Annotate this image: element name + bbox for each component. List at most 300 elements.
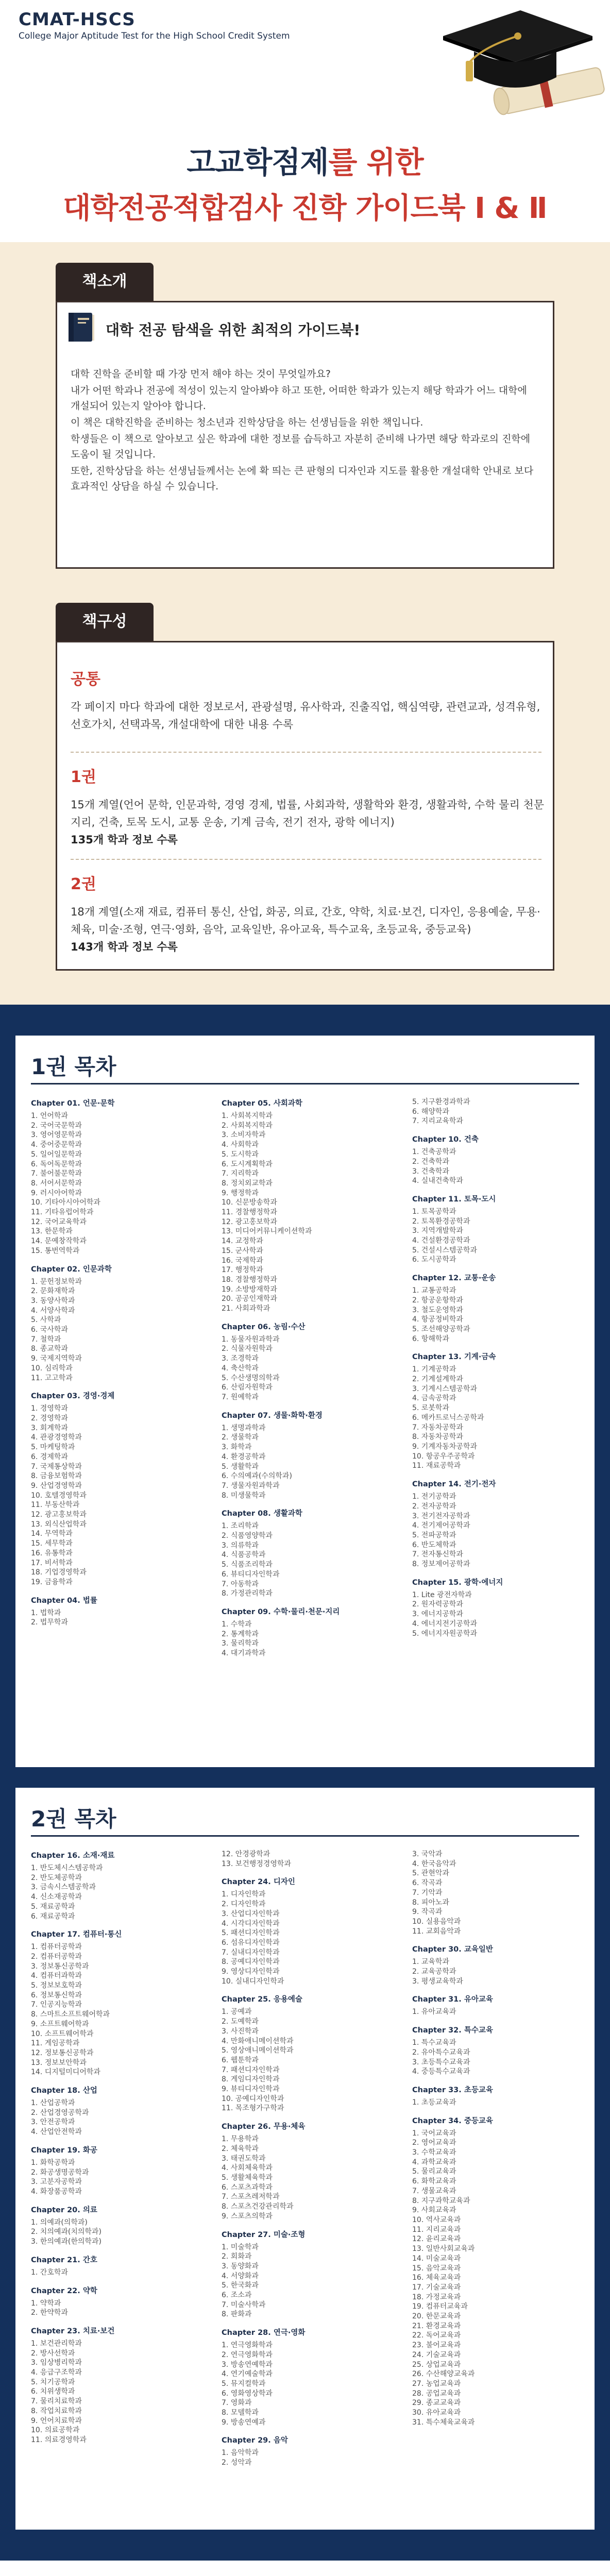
toc-item: 3. 한의예과(한의학과) <box>31 2238 101 2246</box>
toc-item: 30. 유아교육과 <box>412 2409 461 2417</box>
toc-item: 8. 피아노과 <box>412 1898 449 1907</box>
toc-item: 4. 서양화과 <box>222 2272 259 2280</box>
intro-paragraph: 학생들은 이 책으로 알아보고 싶은 학과에 대한 정보를 습득하고 자분히 준비해 나가면 해당 학과로의 진학에 도움이 될 것입니다. <box>71 433 531 460</box>
toc-item: 3. 방송연예학과 <box>222 2360 273 2369</box>
toc-item: 13. 한문학과 <box>31 1227 73 1236</box>
volume1-section <box>71 764 545 849</box>
intro-paragraph: 또한, 진학상담을 하는 선생님들께서는 논에 확 띄는 큰 판형의 디자인과 지도를 활용한 개설대학 안내로 보다 효과적인 상담을 하실 수 있습니다. <box>71 465 534 492</box>
toc-chapter-heading: Chapter 01. 언문·문학 <box>31 1099 115 1108</box>
toc-item: 1. 건축공학과 <box>412 1148 456 1157</box>
toc-item: 17. 기술교육과 <box>412 2283 461 2292</box>
toc-item: 3. 에너지공학과 <box>412 1610 463 1619</box>
toc-item: 3. 수학교육과 <box>412 2148 456 2157</box>
toc-item: 7. 원예학과 <box>222 1393 259 1401</box>
toc-item: 6. 치위생학과 <box>31 2387 75 2396</box>
toc-item: 2. 식품영양학과 <box>222 1532 273 1540</box>
volume2-body <box>71 903 545 956</box>
toc-item: 4. 서양사학과 <box>31 1306 75 1315</box>
toc-item: 7. 국제통상학과 <box>31 1462 82 1471</box>
toc-item: 10. 실용음악과 <box>412 1917 461 1926</box>
toc-item: 3. 소비자학과 <box>222 1131 266 1140</box>
toc-item: 5. 마케팅학과 <box>31 1443 75 1452</box>
toc-item: 3. 화학과 <box>222 1443 252 1452</box>
toc-item: 4. 실내건축학과 <box>412 1177 463 1185</box>
toc-item: 5. 한국화과 <box>222 2281 259 2290</box>
toc-item: 8. 스포츠건강관리학과 <box>222 2202 294 2211</box>
toc-item: 10. 역사교육과 <box>412 2215 461 2224</box>
toc-item: 10. 항공우주공학과 <box>412 1452 475 1461</box>
toc-item: 2. 문화재학과 <box>31 1287 75 1296</box>
toc-item: 5. 도시학과 <box>222 1150 259 1159</box>
toc-chapter-heading: Chapter 12. 교통·운송 <box>412 1274 496 1283</box>
toc-item: 2. 전자공학과 <box>412 1502 456 1511</box>
common-body: 각 페이지 마다 학과에 대한 정보로서, 관광설명, 유사학과, 진출직업, 핵심역량, 관련교과, 성격유형, 선호가치, 선택과목, 개설대학에 대한 내용 수록 <box>71 701 540 731</box>
toc-item: 5. 사학과 <box>31 1316 61 1325</box>
toc2-title: 2권 목차 <box>31 1806 116 1832</box>
toc-item: 2. 체육학과 <box>222 2144 259 2153</box>
toc-item: 3. 평생교육학과 <box>412 1977 463 1986</box>
toc-item: 9. 뷰티디자인학과 <box>222 2085 280 2094</box>
toc-item: 1. 화학공학과 <box>31 2158 75 2167</box>
toc-item: 9. 사회교육과 <box>412 2206 456 2215</box>
toc-item: 11. 지리교육과 <box>412 2225 461 2234</box>
toc-item: 6. 섬유디자인학과 <box>222 1938 280 1947</box>
toc-item: 11. 교회음악과 <box>412 1927 461 1936</box>
toc-item: 3. 사진학과 <box>222 2027 259 2036</box>
toc-item: 2. 한약학과 <box>31 2309 68 2317</box>
intro-section <box>0 242 610 1005</box>
toc-item: 6. 화학교육과 <box>412 2177 456 2186</box>
toc-item: 6. 뷰티디자인학과 <box>222 1570 280 1579</box>
toc-item: 1. 약학과 <box>31 2299 61 2308</box>
toc-item: 6. 작곡과 <box>412 1879 443 1888</box>
toc-chapter-heading: Chapter 07. 생물·화학·환경 <box>222 1411 323 1420</box>
toc-item: 10. 실내디자인학과 <box>222 1977 284 1986</box>
toc-item: 15. 통번역학과 <box>31 1246 80 1255</box>
toc-item: 4. 사회체육학과 <box>222 2164 273 2173</box>
toc-item: 3. 조경학과 <box>222 1354 259 1363</box>
brand-subtitle: College Major Aptitude Test for the High School Credit System <box>19 31 290 41</box>
toc-item: 19. 금융학과 <box>31 1578 73 1586</box>
volume1-series: 15개 계열(언어 문학, 인문과학, 경영 경제, 법률, 사회과학, 생활학와 환경, 생활과학, 수학 물리 천문 지리, 건축, 토목 도시, 교통 운송, 기계 금속, 전기 전자, 광학 에너지) <box>71 799 544 828</box>
toc-item: 2. 통계학과 <box>222 1630 259 1638</box>
toc-item: 1. 연극영화학과 <box>222 2341 273 2350</box>
header <box>0 0 610 242</box>
toc-item: 21. 사회과학과 <box>222 1304 270 1313</box>
toc-chapter-heading: Chapter 25. 응용예술 <box>222 1995 302 2004</box>
toc-item: 4. 관광경영학과 <box>31 1433 82 1442</box>
toc-item: 10. 호텔경영학과 <box>31 1491 87 1500</box>
toc-item: 1. 기계공학과 <box>412 1365 456 1374</box>
toc-chapter-heading: Chapter 11. 토목·도시 <box>412 1195 496 1204</box>
toc-item: 8. 서어서문학과 <box>31 1179 82 1188</box>
toc-item: 19. 소방방재학과 <box>222 1285 277 1294</box>
toc-item: 7. 불어불문학과 <box>31 1170 82 1178</box>
toc-item: 9. 영상디자인학과 <box>222 1968 280 1976</box>
toc-item: 23. 불어교육과 <box>412 2341 461 2350</box>
toc-item: 12. 윤리교육과 <box>412 2235 461 2244</box>
toc-item: 1. 의예과(의학과) <box>31 2218 88 2227</box>
toc-item: 8. 종교학과 <box>31 1345 68 1353</box>
toc-item: 14. 교정학과 <box>222 1237 263 1246</box>
toc-item: 4. 응급구조학과 <box>31 2368 82 2377</box>
toc1-title: 1권 목차 <box>31 1054 116 1079</box>
toc-item: 1. 법학과 <box>31 1608 61 1617</box>
toc-item: 6. 도시계획학과 <box>222 1160 273 1168</box>
toc-item: 3. 안전공학과 <box>31 2118 75 2127</box>
toc-item: 3. 의류학과 <box>222 1541 259 1550</box>
toc-item: 4. 금속공학과 <box>412 1394 456 1403</box>
toc-item: 5. 생활체육학과 <box>222 2173 273 2182</box>
toc-item: 3. 금속시스템공학과 <box>31 1883 96 1892</box>
toc-chapter-heading: Chapter 28. 연극·영화 <box>222 2329 306 2337</box>
toc-item: 5. 뮤지컬학과 <box>222 2379 266 2388</box>
toc-chapter-heading: Chapter 23. 치료·보건 <box>31 2327 115 2335</box>
toc-item: 1. 문헌정보학과 <box>31 1277 82 1286</box>
toc-item: 7. 기악과 <box>412 1888 443 1897</box>
book-intro-text <box>71 366 539 495</box>
toc-item: 4. 건설환경공학과 <box>412 1236 470 1245</box>
toc-item: 13. 일반사회교육과 <box>412 2245 475 2253</box>
sub-title: 대학전공적합검사 진학 가이드북 Ⅰ & Ⅱ <box>63 192 547 225</box>
toc-item: 7. 실내디자인학과 <box>222 1948 280 1957</box>
title-block <box>0 138 610 227</box>
toc-item: 8. 가정관리학과 <box>222 1589 273 1598</box>
toc-chapter-heading: Chapter 20. 의료 <box>31 2206 97 2214</box>
toc-item: 9. 스포츠의학과 <box>222 2212 273 2221</box>
toc-item: 1. 국어교육과 <box>412 2129 456 2138</box>
toc-item: 2. 컴퓨터공학과 <box>31 1952 82 1961</box>
toc-item: 14. 미술교육과 <box>412 2254 461 2263</box>
toc-item: 2. 기계설계학과 <box>412 1375 463 1384</box>
toc-item: 11. 기타유럽어학과 <box>31 1208 94 1217</box>
toc-item: 6. 수의예과(수의학과) <box>222 1472 292 1481</box>
toc-item: 2. 항공운항학과 <box>412 1296 463 1304</box>
toc-item: 17. 행정학과 <box>222 1266 263 1275</box>
graduation-cap-icon <box>422 0 610 134</box>
toc-item: 2. 반도체공학과 <box>31 1873 82 1882</box>
toc-chapter-heading: Chapter 27. 미술·조형 <box>222 2230 306 2239</box>
title-dark: 고교학점제 <box>187 145 329 180</box>
toc-item: 2. 국어국문학과 <box>31 1121 82 1130</box>
volume1-body <box>71 796 545 849</box>
toc-chapter-heading: Chapter 09. 수학·물리·천문·지리 <box>222 1607 340 1616</box>
toc-item: 8. 정보제어공학과 <box>412 1560 470 1569</box>
toc-item: 4. 과학교육과 <box>412 2158 456 2166</box>
tab-book-intro: 책소개 <box>56 263 154 301</box>
volume2-title: 2권 <box>71 875 96 893</box>
toc-item: 2. 방사선학과 <box>31 2349 75 2358</box>
volume2-section <box>71 871 545 956</box>
toc-item: 12. 정보통신공학과 <box>31 2048 94 2057</box>
toc-item: 5. 식품조리학과 <box>222 1561 273 1569</box>
toc-item: 2. 치의예과(치의학과) <box>31 2228 101 2236</box>
brand-name: CMAT-HSCS <box>19 9 135 30</box>
toc-item: 4. 중어중문학과 <box>31 1141 82 1149</box>
title-connector: 를 위한 <box>328 145 423 180</box>
toc-item: 4. 축산학과 <box>222 1364 259 1372</box>
toc-item: 11. 의료경영학과 <box>31 2435 87 2444</box>
toc-item: 1. 수학과 <box>222 1620 252 1629</box>
toc-item: 4. 식품공학과 <box>222 1551 266 1560</box>
toc-item: 1. 조리학과 <box>222 1522 259 1531</box>
toc-item: 6. 국사학과 <box>31 1326 68 1334</box>
toc-item: 10. 의료공학과 <box>31 2426 80 2435</box>
toc2-panel <box>15 1788 595 2530</box>
toc-item: 8. 게임디자인학과 <box>222 2075 280 2084</box>
toc-section <box>0 1005 610 2561</box>
toc1-title-bar <box>31 1083 579 1084</box>
toc-item: 5. 관현악과 <box>412 1869 449 1878</box>
toc-chapter-heading: Chapter 16. 소재·재료 <box>31 1852 115 1860</box>
toc-item: 16. 유통학과 <box>31 1549 73 1557</box>
toc-item: 6. 메카트로닉스공학과 <box>412 1413 484 1422</box>
book-intro-headline: 대학 전공 탐색을 위한 최적의 가이드북! <box>106 321 361 338</box>
toc-item: 26. 수산해양교육과 <box>412 2370 475 2379</box>
toc-item: 3. 동양사학과 <box>31 1296 75 1305</box>
volume1-title: 1권 <box>71 768 96 786</box>
toc-item: 8. 판화과 <box>222 2310 252 2319</box>
toc-chapter-heading: Chapter 10. 건축 <box>412 1136 479 1144</box>
toc-item: 18. 가정교육과 <box>412 2293 461 2301</box>
toc-item: 1. 무용학과 <box>222 2135 259 2144</box>
toc-item: 2. 법무학과 <box>31 1618 68 1627</box>
toc1-panel <box>15 1036 595 1767</box>
toc-item: 4. 연기예술학과 <box>222 2370 273 2379</box>
toc-item: 9. 러시아어학과 <box>31 1189 82 1197</box>
toc-item: 8. 미생물학과 <box>222 1491 266 1500</box>
toc-item: 9. 소프트웨어학과 <box>31 2020 89 2028</box>
toc-item: 8. 자동차공학과 <box>412 1433 463 1442</box>
toc-item: 2. 토목환경공학과 <box>412 1217 470 1226</box>
intro-paragraph: 대학 진학을 준비할 때 가장 먼저 해야 하는 것이 무엇일까요? <box>71 368 331 380</box>
toc-item: 6. 조소과 <box>222 2291 252 2300</box>
toc-chapter-heading: Chapter 06. 농림·수산 <box>222 1323 306 1331</box>
toc-item: 2. 사회복지학과 <box>222 1121 273 1130</box>
toc-item: 7. 전자통신학과 <box>412 1550 463 1559</box>
main-title <box>0 138 610 181</box>
toc-item: 8. 작업치료학과 <box>31 2406 82 2415</box>
toc-item: 2. 식물자원학과 <box>222 1345 273 1353</box>
toc-item: 6. 도시공학과 <box>412 1256 456 1264</box>
toc-item: 8. 스마트소프트웨어학과 <box>31 2010 110 2019</box>
toc-item: 15. 세무학과 <box>31 1539 73 1548</box>
toc-item: 5. 물리교육과 <box>412 2167 456 2176</box>
toc-item: 11. 목조형가구학과 <box>222 2104 284 2113</box>
toc-item: 3. 회계학과 <box>31 1423 68 1432</box>
book-icon <box>66 311 96 344</box>
toc-item: 6. 웹툰학과 <box>222 2056 259 2064</box>
toc-item: 3. 철도운영학과 <box>412 1306 463 1314</box>
toc-item: 17. 비서학과 <box>31 1558 73 1567</box>
toc-item: 11. 게임공학과 <box>31 2039 80 2048</box>
toc-item: 14. 문예창작학과 <box>31 1237 87 1246</box>
toc2-column <box>412 1850 587 2427</box>
toc-item: 7. 철학과 <box>31 1335 61 1344</box>
preview-section <box>0 2561 610 2576</box>
toc-chapter-heading: Chapter 13. 기계·금속 <box>412 1353 496 1362</box>
toc-item: 8. 지구과학교육과 <box>412 2196 470 2205</box>
volume1-count: 135개 학과 정보 수록 <box>71 834 178 846</box>
toc-item: 5. 지구환경과학과 <box>412 1098 470 1106</box>
toc-chapter-heading: Chapter 03. 경영·경제 <box>31 1392 115 1401</box>
toc-item: 4. 에너지전기공학과 <box>412 1619 477 1628</box>
toc-item: 2. 교육공학과 <box>412 1968 456 1976</box>
toc-chapter-heading: Chapter 30. 교육일반 <box>412 1945 493 1954</box>
toc2-column <box>31 1850 206 2445</box>
toc-item: 9. 산업경영학과 <box>31 1481 82 1490</box>
divider <box>71 752 541 753</box>
toc-item: 2. 원자력공학과 <box>412 1600 463 1609</box>
toc-item: 13. 미디어커뮤니케이션학과 <box>222 1227 312 1236</box>
toc-item: 3. 동양화과 <box>222 2262 259 2270</box>
toc-item: 1. 생명과학과 <box>222 1423 266 1432</box>
toc-item: 13. 외식산업학과 <box>31 1520 87 1529</box>
toc-item: 1. 컴퓨터공학과 <box>31 1943 82 1952</box>
toc-item: 2. 회화과 <box>222 2252 252 2261</box>
toc-item: 1. 반도체시스템공학과 <box>31 1864 103 1872</box>
toc-item: 21. 환경교육과 <box>412 2321 461 2330</box>
toc-item: 1. 음악학과 <box>222 2449 259 2458</box>
toc-item: 19. 컴퓨터교육과 <box>412 2302 468 2311</box>
toc-item: 5. 건설시스템공학과 <box>412 1246 477 1255</box>
toc-item: 11. 부동산학과 <box>31 1501 80 1510</box>
toc-chapter-heading: Chapter 24. 디자인 <box>222 1878 295 1887</box>
toc-item: 13. 정보보안학과 <box>31 2058 87 2067</box>
toc-item: 3. 영어영문학과 <box>31 1131 82 1140</box>
toc-item: 7. 패션디자인학과 <box>222 2065 280 2074</box>
toc-item: 1. 교통공학과 <box>412 1286 456 1295</box>
toc-item: 5. 패션디자인학과 <box>222 1929 280 1938</box>
toc-item: 3. 산업디자인학과 <box>222 1909 280 1918</box>
toc-item: 3. 전기전자공학과 <box>412 1512 470 1520</box>
toc-chapter-heading: Chapter 26. 무용·체육 <box>222 2123 306 2131</box>
toc-item: 31. 특수체육교육과 <box>412 2418 475 2427</box>
toc-item: 9. 방송연예과 <box>222 2418 266 2427</box>
toc-chapter-heading: Chapter 21. 간호 <box>31 2256 97 2264</box>
toc-item: 1. 미술학과 <box>222 2243 259 2251</box>
common-title: 공통 <box>71 670 100 688</box>
toc-chapter-heading: Chapter 19. 화공 <box>31 2146 97 2155</box>
toc-item: 6. 재료공학과 <box>31 1912 75 1921</box>
toc-item: 7. 영화과 <box>222 2399 252 2408</box>
toc-item: 5. 로봇학과 <box>412 1404 449 1413</box>
toc-item: 3. 기계시스템공학과 <box>412 1384 477 1393</box>
toc-item: 25. 상업교육과 <box>412 2360 461 2369</box>
toc-item: 1. 공예과 <box>222 2008 252 2016</box>
toc-item: 9. 기계자동차공학과 <box>412 1442 477 1451</box>
toc-item: 6. 해양학과 <box>412 1107 449 1116</box>
toc-item: 7. 아동학과 <box>222 1580 259 1588</box>
toc-item: 8. 공예디자인학과 <box>222 1958 280 1967</box>
toc-item: 7. 지리교육학과 <box>412 1117 463 1126</box>
toc-item: 18. 기업경영학과 <box>31 1568 87 1577</box>
toc-item: 13. 보건행정경영학과 <box>222 1859 291 1868</box>
toc-item: 4. 항공정비학과 <box>412 1315 463 1324</box>
toc-item: 10. 기타아시아어학과 <box>31 1198 100 1207</box>
toc-item: 4. 중등특수교육과 <box>412 2067 470 2076</box>
toc-item: 7. 생물교육과 <box>412 2187 456 2195</box>
toc2-column <box>222 1850 397 2468</box>
toc1-column <box>31 1097 206 1628</box>
toc-item: 4. 컴퓨터과학과 <box>31 1972 82 1980</box>
volume2-series: 18개 계열(소재 재료, 컴퓨터 통신, 산업, 화공, 의료, 간호, 약학, 치료·보건, 디자인, 응용예술, 무용·체육, 미술·조형, 연극·영화, 음악, 교육일반, 유아교육, 특수교육, 초등교육, 중등교육) <box>71 906 540 936</box>
volume2-count: 143개 학과 정보 수록 <box>71 941 178 953</box>
toc-item: 22. 독어교육과 <box>412 2331 461 2340</box>
toc-chapter-heading: Chapter 34. 중등교육 <box>412 2116 493 2125</box>
toc-item: 5. 에너지자원공학과 <box>412 1629 477 1638</box>
toc-item: 1. 산업공학과 <box>31 2099 75 2108</box>
toc-item: 6. 정보통신학과 <box>31 1991 82 1999</box>
toc-item: 1. 간호학과 <box>31 2268 68 2277</box>
toc-item: 3. 건축학과 <box>412 1167 449 1176</box>
toc-item: 5. 일어일문학과 <box>31 1150 82 1159</box>
toc-item: 4. 시각디자인학과 <box>222 1919 280 1928</box>
toc-item: 3. 임상병리학과 <box>31 2359 82 2367</box>
toc-item: 1. Lite 광전자학과 <box>412 1590 472 1599</box>
toc-item: 3. 고분자공학과 <box>31 2178 82 2187</box>
toc-item: 1. 동물자원과학과 <box>222 1335 280 1344</box>
toc-item: 2. 산업경영공학과 <box>31 2108 89 2117</box>
intro-paragraph: 내가 어떤 학과나 전공에 적성이 있는지 알아봐야 하고 또한, 어떠한 학과가 있는지 해당 학과가 어느 대학에 개설되어 있는지 알아야 합니다. <box>71 385 527 412</box>
toc-chapter-heading: Chapter 31. 유아교육 <box>412 1995 493 2004</box>
toc-item: 2. 경영학과 <box>31 1414 68 1422</box>
toc-item: 2. 도예학과 <box>222 2018 259 2026</box>
toc-item: 1. 초등교육과 <box>412 2098 456 2107</box>
toc-item: 1. 유아교육과 <box>412 2008 456 2016</box>
toc-item: 3. 국악과 <box>412 1850 443 1858</box>
toc-item: 2. 성악과 <box>222 2459 252 2467</box>
toc-item: 5. 수산생명의학과 <box>222 1374 280 1382</box>
toc1-column <box>412 1097 587 1638</box>
toc-chapter-heading: Chapter 05. 사회과학 <box>222 1099 302 1108</box>
tab-book-composition: 책구성 <box>56 603 154 641</box>
toc-item: 2. 생물학과 <box>222 1433 259 1442</box>
toc-item: 2. 영어교육과 <box>412 2139 456 2147</box>
toc1-column <box>222 1097 397 1658</box>
toc-item: 5. 생활학과 <box>222 1462 259 1471</box>
toc-item: 1. 사회복지학과 <box>222 1112 273 1120</box>
toc-item: 7. 생물자원과학과 <box>222 1481 280 1490</box>
divider <box>71 859 541 860</box>
toc-item: 16. 체육교육과 <box>412 2274 461 2282</box>
toc-item: 12. 광고홍보학과 <box>31 1511 87 1519</box>
toc-chapter-heading: Chapter 02. 인문과학 <box>31 1265 112 1274</box>
toc-item: 2. 유아특수교육과 <box>412 2048 470 2057</box>
toc-item: 7. 스포츠레저학과 <box>222 2193 280 2201</box>
toc-item: 7. 물리치료학과 <box>31 2397 82 2406</box>
toc-item: 12. 광고홍보학과 <box>222 1217 277 1226</box>
toc-item: 1. 특수교육과 <box>412 2039 456 2047</box>
toc-item: 7. 미술사학과 <box>222 2300 266 2309</box>
toc-item: 14. 디지털미디어학과 <box>31 2068 100 2077</box>
toc-item: 3. 초등특수교육과 <box>412 2058 470 2066</box>
toc-item: 6. 영화영상학과 <box>222 2389 273 2398</box>
toc-item: 5. 정보보호학과 <box>31 1981 82 1990</box>
toc-item: 4. 대기과학과 <box>222 1649 266 1658</box>
toc-item: 6. 반도체학과 <box>412 1540 456 1549</box>
toc-item: 14. 무역학과 <box>31 1530 73 1538</box>
toc-chapter-heading: Chapter 04. 법률 <box>31 1596 97 1605</box>
toc-item: 20. 한문교육과 <box>412 2312 461 2321</box>
toc-item: 4. 전기제어공학과 <box>412 1521 470 1530</box>
toc-item: 7. 인공지능학과 <box>31 2001 82 2009</box>
toc-item: 24. 기술교육과 <box>412 2350 461 2359</box>
toc-chapter-heading: Chapter 22. 약학 <box>31 2286 97 2295</box>
toc-item: 7. 지리학과 <box>222 1170 259 1178</box>
toc-item: 28. 공업교육과 <box>412 2389 461 2398</box>
toc-item: 4. 화장품공학과 <box>31 2187 82 2196</box>
